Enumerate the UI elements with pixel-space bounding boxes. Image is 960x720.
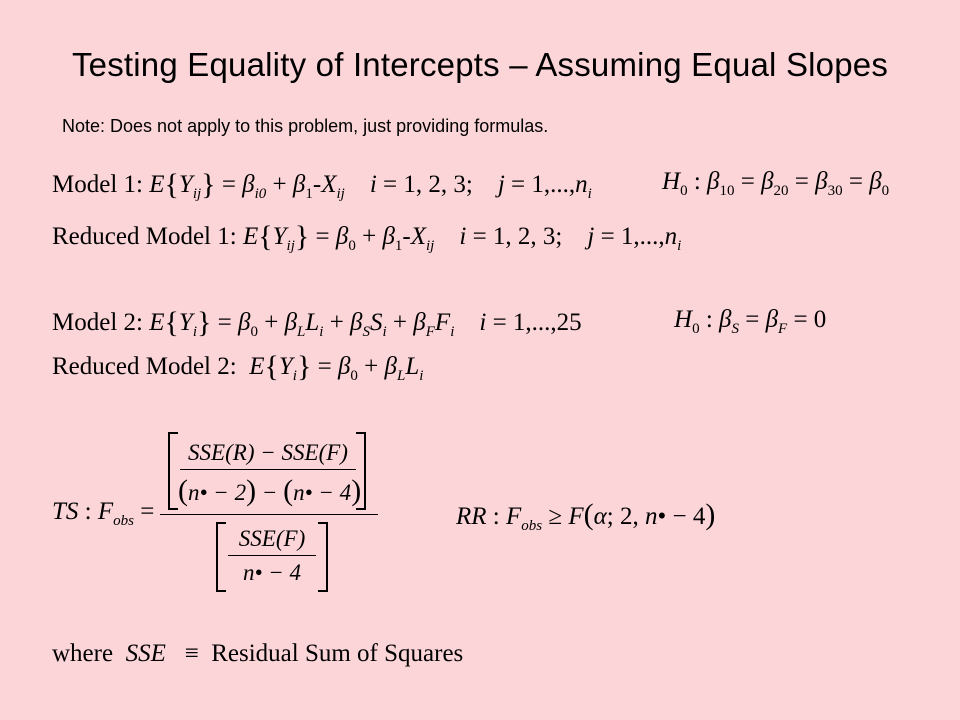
main-fraction-bar [160, 514, 378, 515]
test-statistic-lhs: TS : $F_{obs}$ = [52, 498, 155, 529]
denominator-top: SSE(F) [238, 526, 306, 551]
test-statistic-fraction [160, 432, 380, 588]
reduced-model1-equation: Reduced Model 1: $E\{Y_{ij}\} = \beta_0 + \beta_1-X_{ij}$ i = 1, 2, 3; $j = 1,...,n_i$ [52, 220, 682, 254]
numerator-inner-line [180, 469, 356, 470]
numerator-left-bracket [168, 432, 178, 510]
numerator-top: SSE(R) − SSE(F) [188, 440, 348, 465]
numerator-bottom: (n• − 2) − (n• − 4) [178, 474, 362, 507]
denominator-bottom: n• − 4 [242, 560, 302, 585]
model2-equation: Model 2: $E\{Y_i\} = \beta_0 + \beta_LL_i + \beta_SS_i + \beta_FF_i$ i = 1,...,25 [52, 306, 582, 340]
slide-title: Testing Equality of Intercepts – Assuming Equal Slopes [71, 46, 889, 83]
denominator-inner-line [228, 555, 316, 556]
note-text: Note: Does not apply to this problem, just providing formulas. [62, 116, 549, 136]
rejection-region: RR : $F_{obs} \ge F(\alpha$; 2, n• − 4) [456, 498, 716, 534]
model1-equation: Model 1: $E\{Y_{ij}\} = \beta_{i0} + \beta_1-X_{ij}$ i = 1, 2, 3; $j = 1,...,n_i$ [52, 168, 592, 202]
sse-definition: where SSE ≡ Residual Sum of Squares [52, 640, 464, 667]
model2-h0: $H_0$ : $\beta_S = \beta_F = 0$ [674, 306, 827, 337]
model1-h0: $H_0$ : $\beta_{10} = \beta_{20} = \beta_{30} = \beta_0$ [662, 168, 890, 199]
reduced-model2-equation: Reduced Model 2: $E\{Y_i\} = \beta_0 + \beta_LL_i$ [52, 350, 424, 384]
